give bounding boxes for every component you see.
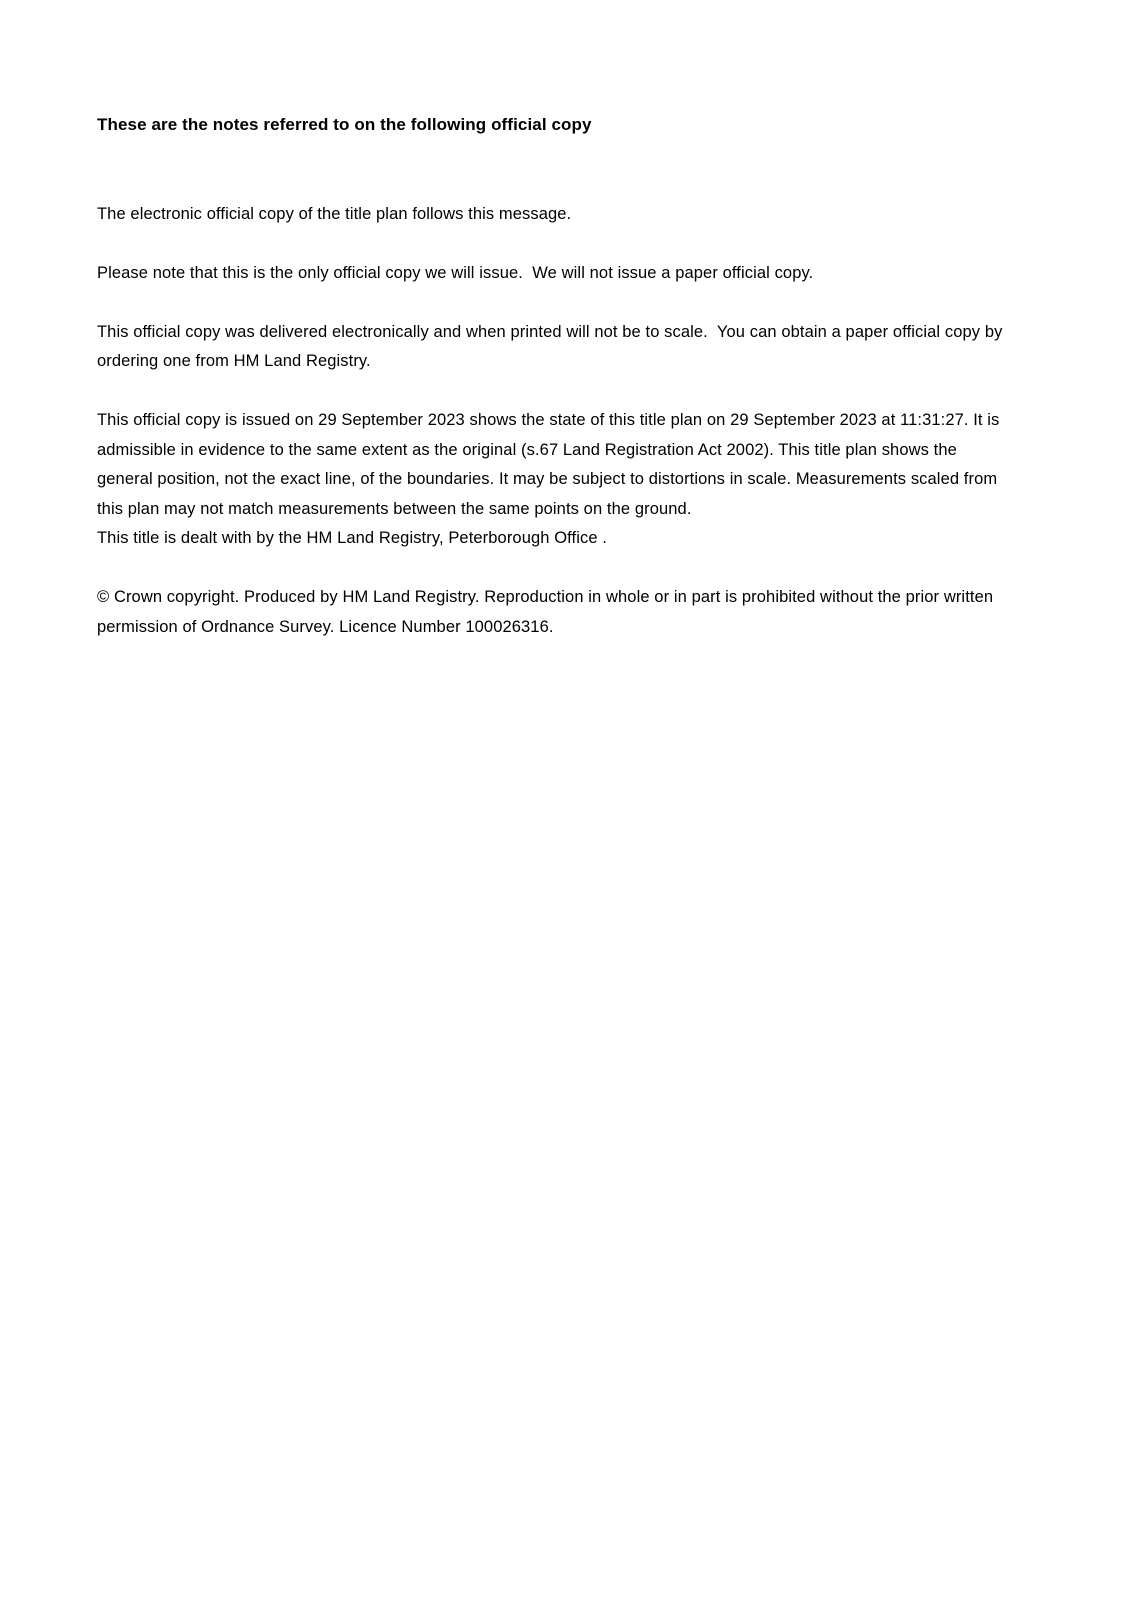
paragraph-electronic-copy: The electronic official copy of the title plan follows this message. xyxy=(97,204,572,223)
paragraph-only-official-copy: Please note that this is the only official copy we will issue. We will not issue a paper official copy. xyxy=(97,263,814,282)
notes-heading: These are the notes referred to on the following official copy xyxy=(97,115,592,134)
paragraph-crown-copyright: © Crown copyright. Produced by HM Land Registry. Reproduction in whole or in part is prohibited without the prior written permission of Ordnance Survey. Licence Number 100026316. xyxy=(97,588,998,636)
paragraph-delivered-electronically: This official copy was delivered electronically and when printed will not be to scale. You can obtain a paper official copy by ordering one from HM Land Registry. xyxy=(97,322,1008,370)
document-content xyxy=(97,110,1008,672)
paragraph-issue-date-details: This official copy is issued on 29 September 2023 shows the state of this title plan on 29 September 2023 at 11:31:27. It is admissible in evidence to the same extent as the original (s.67 Land Registration Act 2002). This title plan shows the general position, not the exact line, of the boundaries. It may be subject to distortions in scale. Measurements scaled from this plan may not match measurements between the same points on the ground. xyxy=(97,411,1005,518)
paragraph-office: This title is dealt with by the HM Land Registry, Peterborough Office . xyxy=(97,529,607,547)
